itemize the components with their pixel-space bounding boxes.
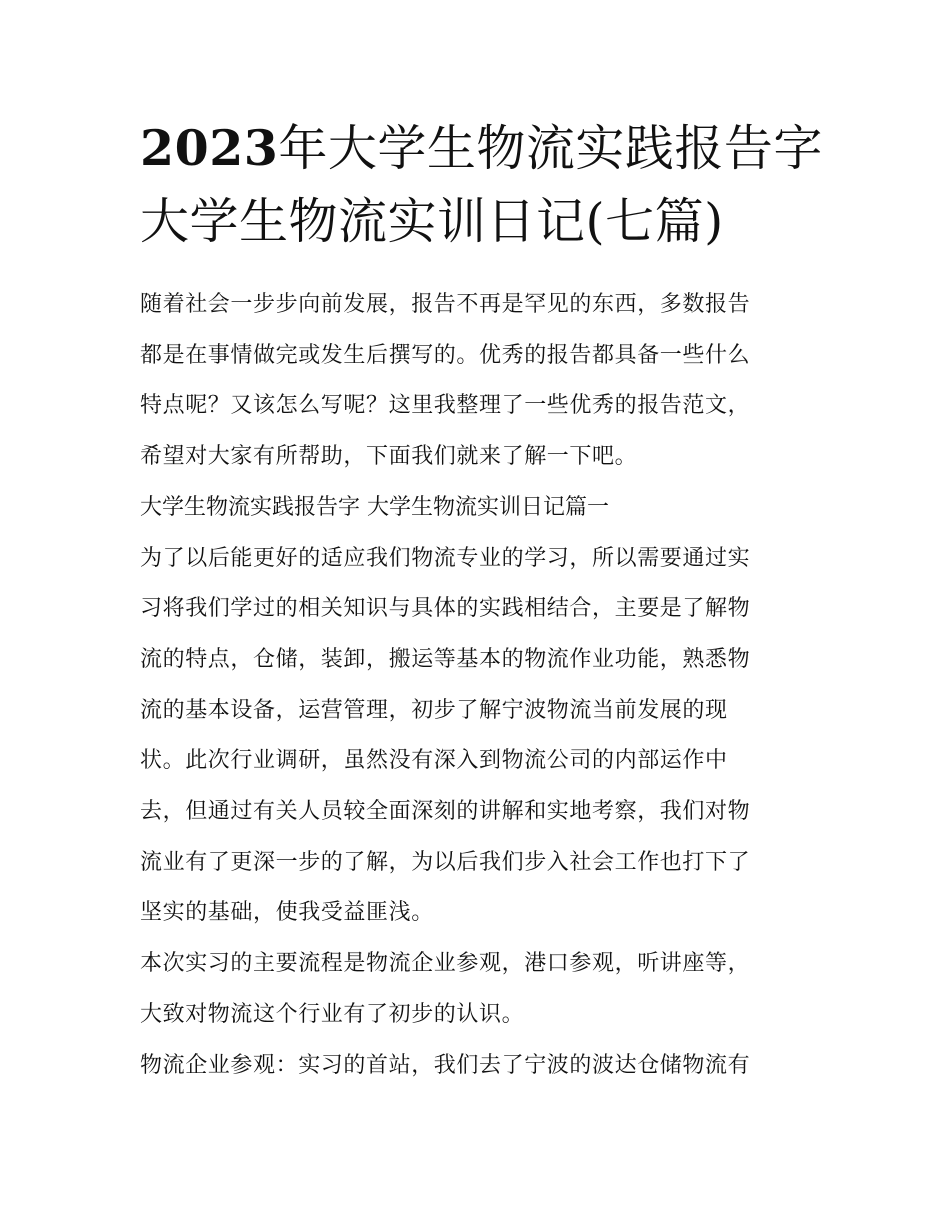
title-line-1-text: 年大学生物流实践报告字 [278, 120, 823, 177]
text-line: 流业有了更深一步的了解，为以后我们步入社会工作也打下了 [140, 849, 751, 875]
section-heading-text: 大学生物流实践报告字 大学生物流实训日记篇一 [140, 494, 609, 520]
title-year: 2023 [140, 119, 279, 177]
body-paragraph [140, 939, 820, 1040]
text-line: 为了以后能更好的适应我们物流专业的学习，所以需要通过实 [140, 545, 751, 571]
document-body [140, 280, 820, 1091]
text-line: 物流企业参观：实习的首站，我们去了宁波的波达仓储物流有 [140, 1052, 751, 1078]
text-line: 状。此次行业调研，虽然没有深入到物流公司的内部运作中 [140, 748, 728, 774]
text-line: 希望对大家有所帮助，下面我们就来了解一下吧。 [140, 444, 638, 470]
text-line: 去，但通过有关人员较全面深刻的讲解和实地考察，我们对物 [140, 799, 751, 825]
section-heading [140, 483, 820, 534]
text-line: 习将我们学过的相关知识与具体的实践相结合，主要是了解物 [140, 596, 751, 622]
title-line-2: 大学生物流实训日记(七篇) [140, 193, 724, 250]
text-line: 随着社会一步步向前发展，报告不再是罕见的东西，多数报告 [140, 292, 751, 317]
text-line: 大致对物流这个行业有了初步的认识。 [140, 1001, 525, 1027]
text-line: 流的特点，仓储，装卸，搬运等基本的物流作业功能，熟悉物 [140, 646, 751, 672]
title-line-1 [140, 112, 840, 185]
body-paragraph [140, 1041, 820, 1092]
text-line: 特点呢？又该怎么写呢？这里我整理了一些优秀的报告范文， [140, 393, 751, 419]
text-line: 都是在事情做完或发生后撰写的。优秀的报告都具备一些什么 [140, 342, 751, 368]
intro-paragraph [140, 280, 820, 483]
text-line: 坚实的基础，使我受益匪浅。 [140, 900, 434, 926]
document-title [140, 112, 840, 258]
body-paragraph [140, 534, 820, 940]
text-line: 流的基本设备，运营管理，初步了解宁波物流当前发展的现 [140, 697, 728, 723]
text-line: 本次实习的主要流程是物流企业参观，港口参观，听讲座等， [140, 951, 751, 977]
